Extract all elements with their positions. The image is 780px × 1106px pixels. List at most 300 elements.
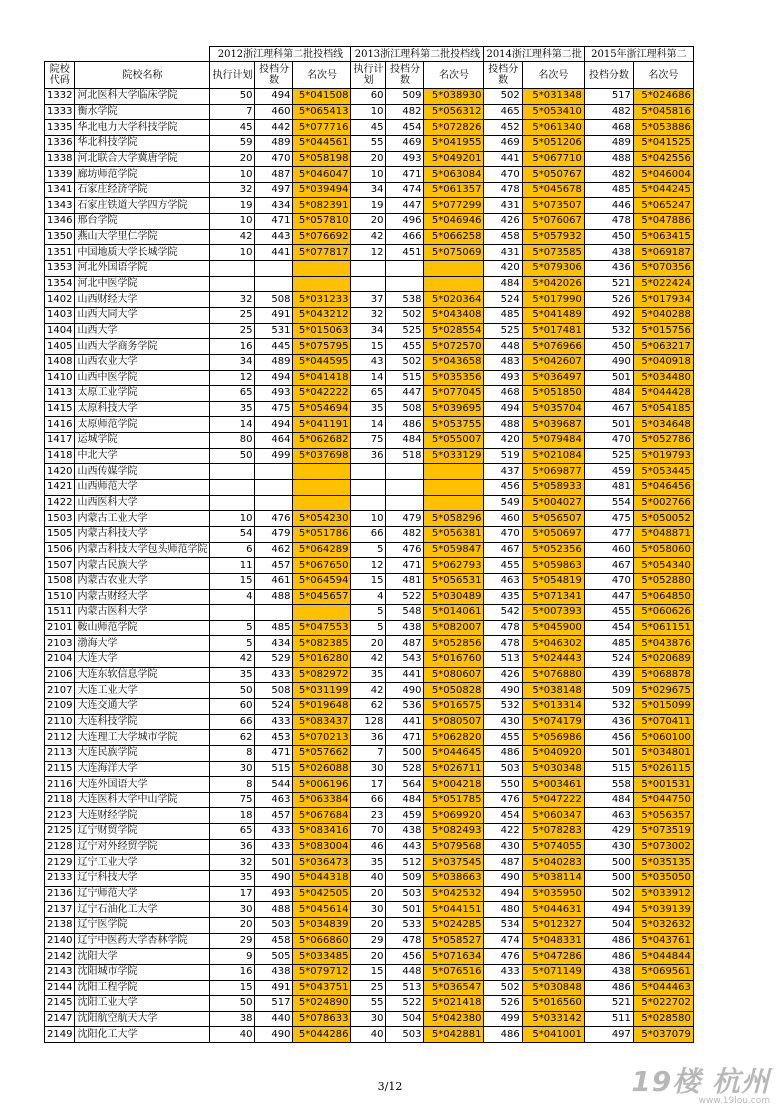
cell-code: 2106 [45,667,75,683]
cell-score-2015: 504 [584,917,633,933]
cell-rank-2015: 5*061151 [633,620,693,636]
cell-rank-2012: 5*042222 [293,386,351,402]
cell-score-2014: 490 [484,871,522,887]
cell-rank-2013: 5*043658 [424,354,484,370]
cell-score-2014: 458 [484,229,522,245]
cell-code: 1350 [45,229,75,245]
cell-score-2015: 501 [584,417,633,433]
cell-rank-2012: 5*036473 [293,855,351,871]
cell-rank-2014: 5*046302 [522,636,584,652]
cell-rank-2012: 5*006196 [293,777,351,793]
cell-rank-2012: 5*065413 [293,104,351,120]
cell-score-2013: 441 [386,667,424,683]
cell-rank-2015: 5*044750 [633,792,693,808]
cell-score-2015: 475 [584,511,633,527]
cell-score-2012: 487 [255,167,293,183]
cell-score-2013: 496 [386,214,424,230]
cell-name: 河北医科大学临床学院 [75,89,210,105]
cell-rank-2012: 5*047553 [293,620,351,636]
cell-rank-2015: 5*041525 [633,135,693,151]
cell-rank-2012: 5*063384 [293,792,351,808]
cell-plan-2012: 17 [210,886,255,902]
cell-code: 2104 [45,652,75,668]
table-row [45,777,694,793]
cell-rank-2012 [293,495,351,511]
cell-score-2015: 484 [584,792,633,808]
cell-rank-2013: 5*071634 [424,949,484,965]
cell-score-2012: 488 [255,902,293,918]
cell-plan-2012: 10 [210,167,255,183]
cell-rank-2014: 5*071341 [522,589,584,605]
cell-score-2013: 478 [386,933,424,949]
header-score-2014: 投档分数 [484,62,522,89]
cell-plan-2013: 35 [351,667,386,683]
table-row [45,839,694,855]
cell-score-2015: 488 [584,151,633,167]
cell-plan-2012: 12 [210,370,255,386]
cell-score-2014: 420 [484,433,522,449]
cell-rank-2013 [424,276,484,292]
cell-score-2013: 451 [386,245,424,261]
cell-name: 山西财经大学 [75,292,210,308]
cell-name: 华北电力大学科技学院 [75,120,210,136]
table-row [45,886,694,902]
cell-plan-2013: 19 [351,198,386,214]
table-row [45,89,694,105]
cell-rank-2012: 5*082385 [293,636,351,652]
cell-rank-2013: 5*072826 [424,120,484,136]
cell-plan-2012: 20 [210,917,255,933]
cell-rank-2014: 5*044631 [522,902,584,918]
cell-rank-2015: 5*020689 [633,652,693,668]
cell-plan-2012: 11 [210,558,255,574]
cell-plan-2012: 50 [210,89,255,105]
cell-score-2014: 478 [484,636,522,652]
cell-rank-2013: 5*058296 [424,511,484,527]
cell-score-2014: 426 [484,214,522,230]
cell-score-2013: 482 [386,104,424,120]
cell-name: 太原科技大学 [75,401,210,417]
cell-score-2013 [386,261,424,277]
cell-rank-2015: 5*035135 [633,855,693,871]
cell-code: 1415 [45,401,75,417]
cell-score-2012: 457 [255,808,293,824]
cell-code: 1341 [45,182,75,198]
cell-name: 太原工业学院 [75,386,210,402]
cell-score-2012: 433 [255,667,293,683]
cell-score-2014: 494 [484,886,522,902]
cell-name: 沈阳工业大学 [75,996,210,1012]
cell-score-2014: 499 [484,1011,522,1027]
cell-score-2012: 531 [255,323,293,339]
table-row [45,401,694,417]
cell-code: 2142 [45,949,75,965]
cell-rank-2012: 5*041508 [293,89,351,105]
cell-name: 中北大学 [75,448,210,464]
cell-rank-2015: 5*040918 [633,354,693,370]
cell-rank-2012: 5*033485 [293,949,351,965]
cell-rank-2013: 5*051785 [424,792,484,808]
cell-plan-2012: 20 [210,151,255,167]
cell-rank-2015: 5*015756 [633,323,693,339]
cell-score-2013: 471 [386,558,424,574]
cell-rank-2012: 5*043212 [293,307,351,323]
cell-score-2014: 488 [484,417,522,433]
cell-score-2013: 503 [386,1027,424,1043]
cell-rank-2015: 5*022702 [633,996,693,1012]
cell-score-2014: 441 [484,151,522,167]
cell-plan-2013: 20 [351,917,386,933]
cell-plan-2012: 38 [210,1011,255,1027]
cell-score-2013: 522 [386,996,424,1012]
cell-score-2013: 486 [386,417,424,433]
cell-code: 2143 [45,964,75,980]
cell-rank-2014: 5*054819 [522,573,584,589]
cell-rank-2014: 5*069877 [522,464,584,480]
cell-plan-2012 [210,480,255,496]
cell-rank-2013: 5*042380 [424,1011,484,1027]
table-header [45,47,694,89]
cell-rank-2015: 5*040288 [633,307,693,323]
cell-score-2012: 490 [255,1027,293,1043]
cell-rank-2013: 5*046946 [424,214,484,230]
cell-name: 山西中医学院 [75,370,210,386]
cell-score-2012: 433 [255,714,293,730]
cell-plan-2012: 75 [210,792,255,808]
cell-rank-2015: 5*034480 [633,370,693,386]
cell-rank-2014: 5*051206 [522,135,584,151]
cell-rank-2015: 5*043761 [633,933,693,949]
cell-rank-2013 [424,261,484,277]
cell-rank-2014: 5*047222 [522,792,584,808]
cell-rank-2013: 5*066258 [424,229,484,245]
cell-plan-2012: 50 [210,448,255,464]
cell-score-2012: 462 [255,542,293,558]
cell-plan-2013: 45 [351,120,386,136]
cell-rank-2014: 5*059863 [522,558,584,574]
cell-plan-2013: 36 [351,730,386,746]
cell-rank-2013: 5*077045 [424,386,484,402]
watermark-logo-text: 19楼 杭州 [631,1065,770,1098]
cell-score-2013: 441 [386,714,424,730]
cell-plan-2012: 35 [210,667,255,683]
cell-rank-2013: 5*026711 [424,761,484,777]
cell-score-2015: 524 [584,652,633,668]
cell-score-2012: 434 [255,198,293,214]
table-row [45,652,694,668]
cell-score-2012 [255,261,293,277]
cell-score-2012: 463 [255,792,293,808]
cell-rank-2013: 5*056381 [424,526,484,542]
cell-rank-2012: 5*054694 [293,401,351,417]
cell-plan-2013: 10 [351,104,386,120]
cell-score-2015: 558 [584,777,633,793]
cell-name: 辽宁石油化工大学 [75,902,210,918]
cell-plan-2012: 59 [210,135,255,151]
cell-name: 内蒙古民族大学 [75,558,210,574]
cell-rank-2013: 5*061357 [424,182,484,198]
cell-score-2013: 469 [386,135,424,151]
cell-name: 辽宁师范大学 [75,886,210,902]
cell-code: 2144 [45,980,75,996]
cell-score-2012: 485 [255,620,293,636]
cell-rank-2013: 5*037545 [424,855,484,871]
cell-plan-2013: 10 [351,167,386,183]
cell-score-2012: 438 [255,964,293,980]
header-sub-row [45,62,694,89]
cell-rank-2015: 5*052880 [633,573,693,589]
cell-rank-2012: 5*067684 [293,808,351,824]
header-group-2012: 2012浙江理科第二批投档线 [210,47,351,62]
header-score-2012: 投档分数 [255,62,293,89]
cell-plan-2013: 55 [351,135,386,151]
cell-rank-2014: 5*061340 [522,120,584,136]
cell-score-2014: 465 [484,104,522,120]
cell-score-2013 [386,480,424,496]
cell-score-2013: 502 [386,354,424,370]
cell-code: 2149 [45,1027,75,1043]
cell-name: 衡水学院 [75,104,210,120]
cell-rank-2012: 5*057662 [293,745,351,761]
cell-rank-2013: 5*069920 [424,808,484,824]
cell-rank-2015: 5*033912 [633,886,693,902]
cell-code: 2110 [45,714,75,730]
header-blank [45,47,210,62]
cell-plan-2012 [210,261,255,277]
cell-score-2013: 447 [386,198,424,214]
cell-score-2014: 437 [484,464,522,480]
cell-score-2014: 490 [484,683,522,699]
cell-plan-2012: 10 [210,511,255,527]
cell-score-2013: 525 [386,323,424,339]
cell-score-2013: 447 [386,386,424,402]
table-row [45,902,694,918]
cell-rank-2013: 5*058527 [424,933,484,949]
cell-rank-2015: 5*024686 [633,89,693,105]
cell-rank-2015: 5*046456 [633,480,693,496]
cell-code: 1402 [45,292,75,308]
cell-rank-2012: 5*062682 [293,433,351,449]
cell-score-2012: 445 [255,339,293,355]
cell-rank-2013: 5*056312 [424,104,484,120]
cell-plan-2012: 66 [210,714,255,730]
cell-rank-2012: 5*043751 [293,980,351,996]
cell-plan-2012: 8 [210,745,255,761]
cell-rank-2014: 5*079306 [522,261,584,277]
cell-code: 1420 [45,464,75,480]
cell-rank-2013: 5*082493 [424,824,484,840]
cell-rank-2013: 5*072570 [424,339,484,355]
cell-plan-2012: 4 [210,589,255,605]
cell-rank-2012: 5*064594 [293,573,351,589]
cell-plan-2013: 20 [351,886,386,902]
cell-score-2014: 467 [484,542,522,558]
cell-score-2013 [386,464,424,480]
cell-rank-2012: 5*045657 [293,589,351,605]
table-row [45,229,694,245]
cell-score-2015: 478 [584,214,633,230]
table-row [45,1011,694,1027]
cell-score-2015: 456 [584,730,633,746]
cell-code: 1338 [45,151,75,167]
cell-score-2015: 439 [584,667,633,683]
cell-plan-2013 [351,480,386,496]
cell-code: 1354 [45,276,75,292]
cell-plan-2013: 32 [351,307,386,323]
cell-score-2015: 500 [584,855,633,871]
cell-score-2015: 500 [584,871,633,887]
cell-rank-2012: 5*082972 [293,667,351,683]
cell-plan-2012: 45 [210,120,255,136]
cell-plan-2012: 10 [210,245,255,261]
cell-code: 1511 [45,605,75,621]
cell-rank-2015: 5*044428 [633,386,693,402]
cell-score-2014: 502 [484,980,522,996]
cell-rank-2013 [424,495,484,511]
cell-plan-2012: 36 [210,839,255,855]
cell-plan-2012: 16 [210,339,255,355]
header-plan-2012: 执行计划 [210,62,255,89]
cell-name: 大连理工大学城市学院 [75,730,210,746]
table-row [45,354,694,370]
cell-score-2012: 489 [255,354,293,370]
cell-score-2012: 433 [255,824,293,840]
cell-rank-2015: 5*060100 [633,730,693,746]
cell-plan-2012: 35 [210,871,255,887]
cell-rank-2015: 5*001531 [633,777,693,793]
cell-rank-2015: 5*065247 [633,198,693,214]
cell-rank-2015: 5*042556 [633,151,693,167]
cell-score-2013: 484 [386,792,424,808]
cell-rank-2012: 5*045614 [293,902,351,918]
cell-plan-2013: 15 [351,573,386,589]
cell-plan-2013: 5 [351,605,386,621]
cell-score-2013: 528 [386,761,424,777]
table-row [45,433,694,449]
cell-plan-2012: 32 [210,855,255,871]
cell-rank-2014: 5*035704 [522,401,584,417]
cell-plan-2013: 43 [351,354,386,370]
cell-score-2012: 458 [255,933,293,949]
cell-rank-2015: 5*053886 [633,120,693,136]
cell-score-2015: 486 [584,980,633,996]
cell-plan-2012: 50 [210,683,255,699]
cell-plan-2012: 25 [210,323,255,339]
cell-rank-2012: 5*024890 [293,996,351,1012]
cell-score-2015: 525 [584,448,633,464]
cell-score-2013: 474 [386,182,424,198]
cell-plan-2012: 18 [210,808,255,824]
cell-rank-2014: 5*079484 [522,433,584,449]
cell-score-2012: 461 [255,573,293,589]
header-rank-2014: 名次号 [522,62,584,89]
cell-score-2014: 526 [484,996,522,1012]
cell-rank-2013: 5*035356 [424,370,484,386]
cell-rank-2014: 5*038148 [522,683,584,699]
cell-score-2012: 471 [255,745,293,761]
cell-rank-2014: 5*012327 [522,917,584,933]
cell-plan-2012: 32 [210,292,255,308]
cell-rank-2014: 5*040920 [522,745,584,761]
cell-plan-2013: 62 [351,698,386,714]
cell-rank-2012: 5*058198 [293,151,351,167]
cell-score-2015: 482 [584,104,633,120]
table-row [45,855,694,871]
cell-plan-2012: 9 [210,949,255,965]
cell-score-2014: 474 [484,933,522,949]
cell-rank-2014: 5*076966 [522,339,584,355]
table-row [45,370,694,386]
cell-score-2015: 515 [584,761,633,777]
cell-rank-2013: 5*052856 [424,636,484,652]
cell-name: 大连民族学院 [75,745,210,761]
cell-name: 石家庄铁道大学四方学院 [75,198,210,214]
cell-score-2012: 505 [255,949,293,965]
cell-rank-2013: 5*062820 [424,730,484,746]
cell-code: 1404 [45,323,75,339]
cell-plan-2013: 12 [351,245,386,261]
cell-score-2014: 487 [484,855,522,871]
cell-rank-2015: 5*069187 [633,245,693,261]
cell-rank-2015: 5*044844 [633,949,693,965]
cell-score-2015: 438 [584,964,633,980]
cell-plan-2013: 70 [351,824,386,840]
cell-rank-2015: 5*048871 [633,526,693,542]
cell-plan-2013: 65 [351,386,386,402]
cell-plan-2012: 32 [210,182,255,198]
table-row [45,573,694,589]
cell-rank-2014: 5*076880 [522,667,584,683]
cell-score-2014: 525 [484,323,522,339]
cell-name: 太原师范学院 [75,417,210,433]
cell-score-2013 [386,495,424,511]
cell-code: 1410 [45,370,75,386]
cell-code: 2113 [45,745,75,761]
cell-score-2012: 494 [255,89,293,105]
cell-score-2012: 494 [255,370,293,386]
cell-code: 2133 [45,871,75,887]
cell-plan-2013: 34 [351,182,386,198]
cell-rank-2012 [293,480,351,496]
cell-name: 山西师范大学 [75,480,210,496]
cell-plan-2012: 42 [210,652,255,668]
cell-plan-2013: 15 [351,964,386,980]
cell-rank-2015: 5*032632 [633,917,693,933]
cell-plan-2013: 14 [351,417,386,433]
cell-score-2015: 438 [584,245,633,261]
cell-rank-2015: 5*054185 [633,401,693,417]
cell-score-2014: 485 [484,307,522,323]
cell-score-2015: 482 [584,167,633,183]
cell-plan-2013 [351,464,386,480]
cell-name: 运城学院 [75,433,210,449]
cell-rank-2014: 5*021084 [522,448,584,464]
cell-score-2013: 471 [386,730,424,746]
cell-score-2012: 493 [255,886,293,902]
cell-score-2014: 494 [484,401,522,417]
cell-name: 河北中医学院 [75,276,210,292]
cell-rank-2012: 5*054230 [293,511,351,527]
cell-plan-2013: 17 [351,777,386,793]
cell-rank-2013: 5*042532 [424,886,484,902]
cell-code: 1503 [45,511,75,527]
cell-score-2015: 521 [584,996,633,1012]
cell-score-2015: 532 [584,323,633,339]
cell-rank-2014: 5*013314 [522,698,584,714]
cell-score-2015: 532 [584,698,633,714]
cell-score-2013: 518 [386,448,424,464]
cell-rank-2012: 5*083437 [293,714,351,730]
